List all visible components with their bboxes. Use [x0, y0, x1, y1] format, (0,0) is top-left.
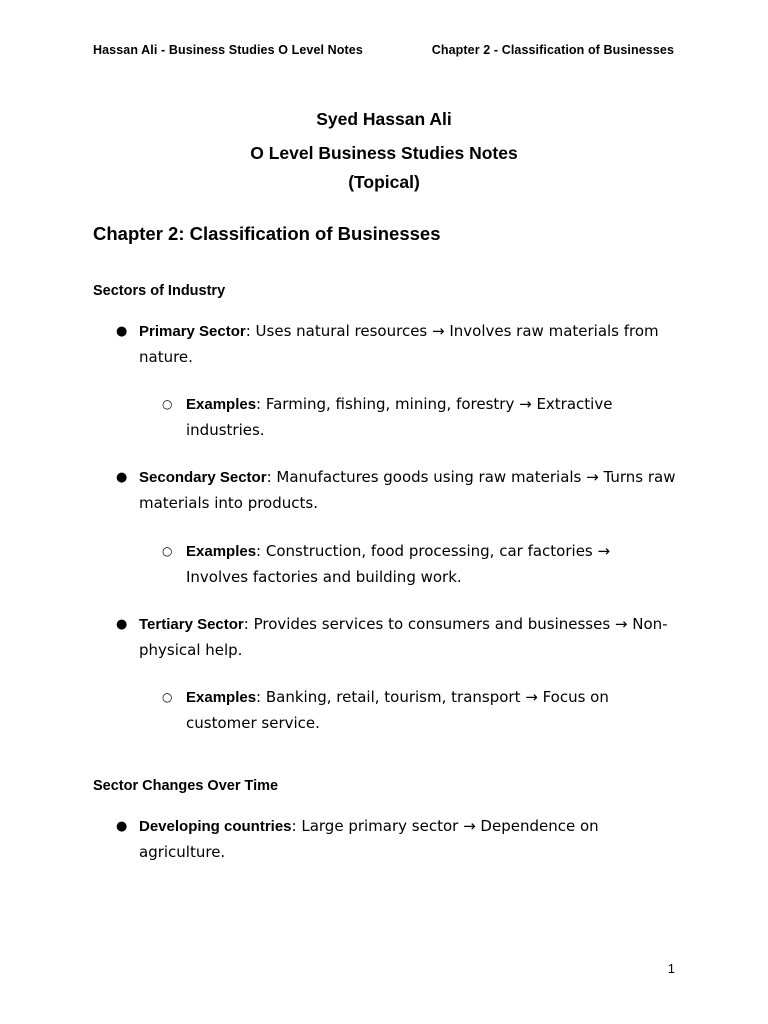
- item-label: Tertiary Sector: [139, 616, 244, 633]
- sub-item-label: Examples: [186, 396, 257, 413]
- item-text: : Manufactures goods using raw materials → Turns raw materials into products.: [139, 468, 676, 512]
- sub-bullet-icon: ○: [162, 397, 173, 411]
- item-label: Secondary Sector: [139, 469, 267, 486]
- section-heading-sectors-of-industry: Sectors of Industry: [93, 283, 226, 299]
- bullet-icon: ●: [116, 470, 128, 485]
- item-text: : Large primary sector → Dependence on agriculture.: [139, 817, 599, 861]
- list-item-primary-sector: [139, 319, 679, 370]
- bullet-icon: ●: [116, 819, 128, 834]
- sub-item-text: : Construction, food processing, car factories → Involves factories and building work.: [186, 542, 611, 586]
- list-item-tertiary-sector: [139, 612, 679, 663]
- list-item-developing-countries: [139, 814, 679, 865]
- item-text: : Provides services to consumers and businesses → Non-physical help.: [139, 615, 668, 659]
- sub-item-text: : Farming, fishing, mining, forestry → Extractive industries.: [186, 395, 613, 439]
- item-label: Primary Sector: [139, 323, 246, 340]
- page-number: 1: [667, 961, 675, 976]
- sub-bullet-icon: ○: [162, 544, 173, 558]
- header-left-text: Hassan Ali - Business Studies O Level Notes: [93, 43, 363, 57]
- document-subtitle: (Topical): [348, 172, 420, 192]
- author-name: Syed Hassan Ali: [316, 109, 452, 129]
- sub-item-label: Examples: [186, 543, 257, 560]
- bullet-icon: ●: [116, 324, 128, 339]
- list-item-secondary-sector: [139, 465, 679, 516]
- sub-item-label: Examples: [186, 689, 257, 706]
- item-label: Developing countries: [139, 818, 292, 835]
- page-header: [93, 43, 674, 57]
- header-right-text: Chapter 2 - Classification of Businesses: [431, 43, 674, 57]
- item-text: : Uses natural resources → Involves raw materials from nature.: [139, 322, 659, 366]
- section-heading-sector-changes: Sector Changes Over Time: [93, 778, 279, 794]
- sub-bullet-icon: ○: [162, 690, 173, 704]
- sub-item-text: : Banking, retail, tourism, transport → Focus on customer service.: [186, 688, 609, 732]
- chapter-title: Chapter 2: Classification of Businesses: [93, 223, 441, 244]
- sub-item-secondary-examples: [186, 539, 676, 590]
- sub-item-tertiary-examples: [186, 685, 676, 736]
- sub-item-primary-examples: [186, 392, 676, 443]
- document-title: O Level Business Studies Notes: [250, 143, 518, 163]
- bullet-icon: ●: [116, 617, 128, 632]
